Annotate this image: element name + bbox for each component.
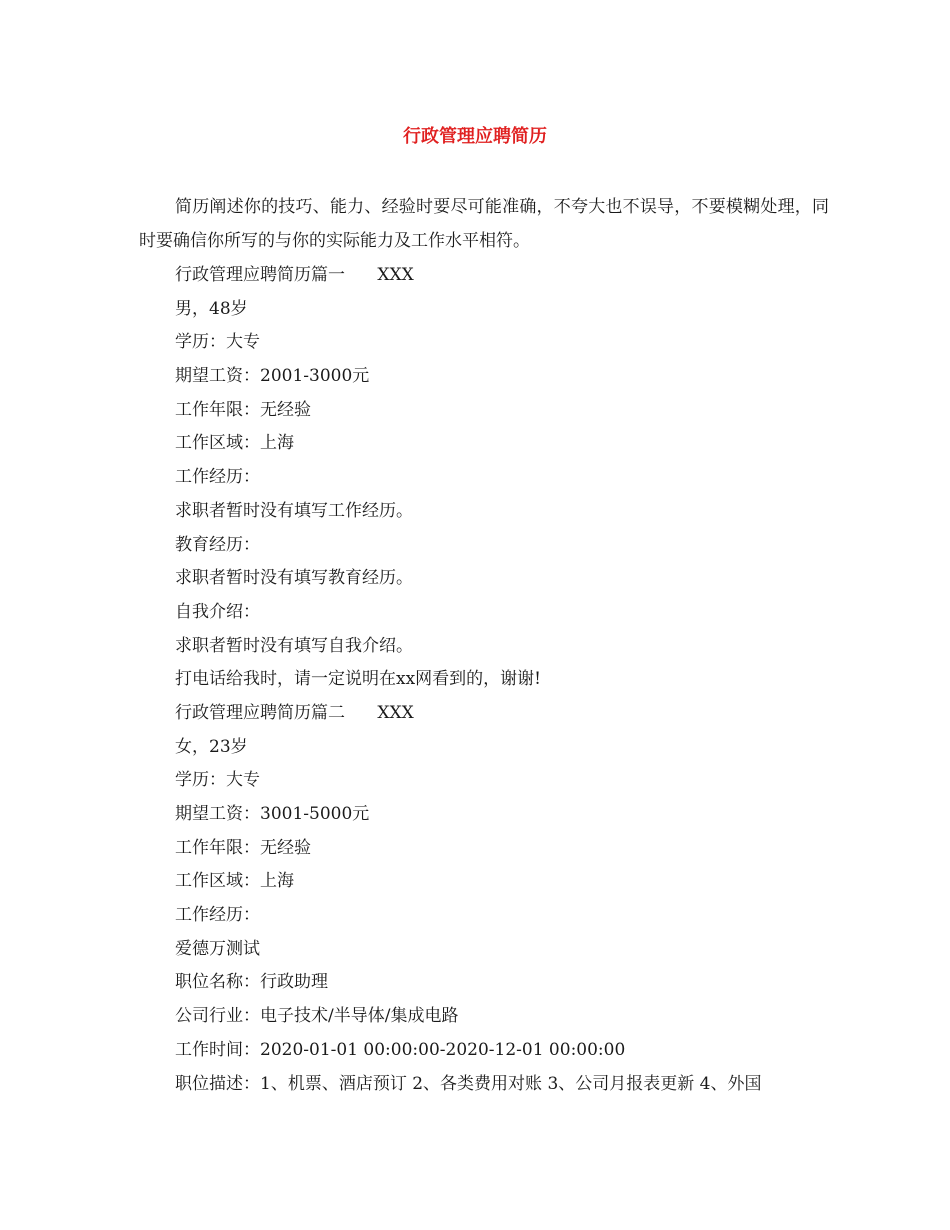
body-line: 工作时间：2020-01-01 00:00:00-2020-12-01 00:00:00 bbox=[175, 1039, 626, 1060]
body-line: 工作经历： bbox=[175, 905, 260, 926]
body-line: 求职者暂时没有填写自我介绍。 bbox=[175, 635, 413, 656]
body-line: 职位描述：1、机票、酒店预订 2、各类费用对账 3、公司月报表更新 4、外国 bbox=[175, 1073, 762, 1094]
body-line: 工作年限：无经验 bbox=[175, 837, 311, 858]
body-line: 期望工资：2001-3000元 bbox=[175, 366, 370, 387]
body-line: 工作区域：上海 bbox=[175, 871, 294, 892]
intro-paragraph: 简历阐述你的技巧、能力、经验时要尽可能准确，不夸大也不误导，不要模糊处理，同时要确信你所写的与你的实际能力及工作水平相符。 bbox=[139, 197, 829, 251]
body-line: 行政管理应聘简历篇一 XXX bbox=[175, 265, 414, 285]
body-line: 职位名称：行政助理 bbox=[175, 972, 328, 993]
body-line: 学历：大专 bbox=[175, 332, 260, 353]
body-line: 工作年限：无经验 bbox=[175, 399, 311, 420]
body-line: 工作经历： bbox=[175, 467, 260, 488]
body-line: 爱德万测试 bbox=[175, 938, 260, 959]
body-line: 期望工资：3001-5000元 bbox=[175, 804, 370, 824]
body-line: 学历：大专 bbox=[175, 770, 260, 791]
body-line: 公司行业：电子技术/半导体/集成电路 bbox=[175, 1006, 459, 1027]
body-line: 女，23岁 bbox=[175, 736, 248, 757]
body-line: 工作区域：上海 bbox=[175, 433, 294, 454]
body-line: 求职者暂时没有填写工作经历。 bbox=[175, 500, 413, 521]
body-line: 自我介绍： bbox=[175, 601, 260, 622]
body-line: 行政管理应聘简历篇二 XXX bbox=[175, 702, 414, 723]
body-line: 教育经历： bbox=[175, 534, 260, 555]
document-title: 行政管理应聘简历 bbox=[403, 126, 547, 147]
body-lines bbox=[175, 259, 835, 1101]
body-line: 打电话给我时，请一定说明在xx网看到的，谢谢! bbox=[175, 669, 542, 690]
body-line: 求职者暂时没有填写教育经历。 bbox=[175, 568, 413, 589]
body-line: 男，48岁 bbox=[175, 298, 248, 319]
